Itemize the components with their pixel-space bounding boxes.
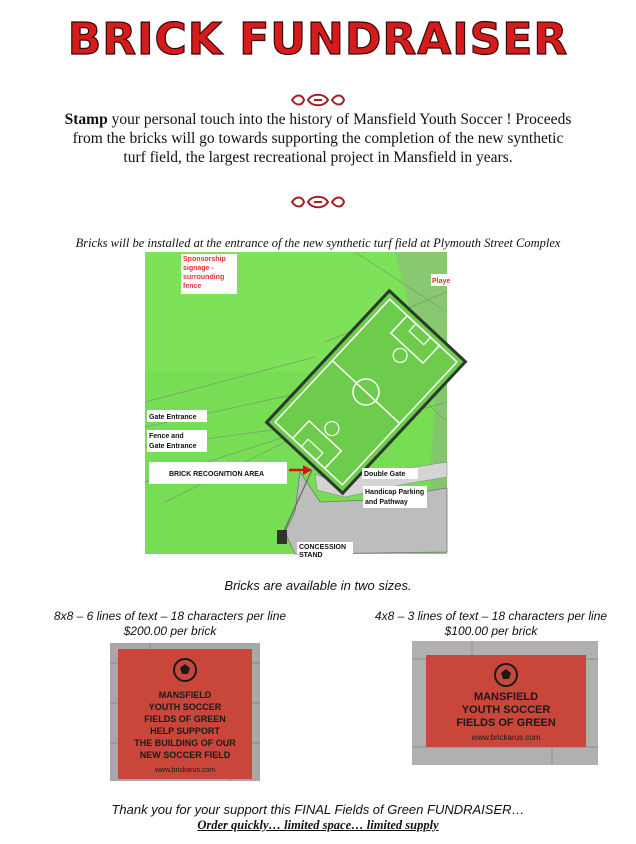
option-8x8-price: $200.00 per brick	[123, 624, 217, 638]
sponsorship-label-1: Sponsorship	[183, 256, 226, 263]
brick-area-label: BRICK RECOGNITION AREA	[169, 471, 265, 478]
option-4x8-spec: 4x8 – 3 lines of text – 18 characters per line	[374, 609, 608, 623]
brick-8x8-line-6: NEW SOCCER FIELD	[139, 750, 231, 760]
brick-8x8-line-2: YOUTH SOCCER	[148, 702, 222, 712]
sizes-heading: Bricks are available in two sizes.	[224, 578, 412, 593]
brick-8x8-line-1: MANSFIELD	[158, 690, 212, 700]
double-gate-label: Double Gate	[364, 471, 406, 478]
option-4x8	[360, 609, 622, 639]
handicap-label-1: Handicap Parking	[365, 489, 425, 496]
page-title: BRICK FUNDRAISER	[0, 14, 636, 65]
sponsorship-label-3: surrounding	[183, 274, 225, 281]
brick-8x8-web: www.brickarus.com	[154, 767, 216, 774]
intro-paragraph	[60, 110, 576, 167]
sponsorship-label-2: signage -	[183, 265, 214, 272]
brick-4x8-web: www.brickarus.com	[471, 733, 541, 742]
option-8x8-spec: 8x8 – 6 lines of text – 18 characters per line	[53, 609, 287, 623]
concession-label-1: CONCESSION	[299, 544, 347, 551]
brick-8x8-line-3: FIELDS OF GREEN	[144, 714, 226, 724]
brick-4x8-line-2: YOUTH SOCCER	[461, 704, 551, 716]
gate-entrance-label: Gate Entrance	[149, 414, 197, 421]
map-caption: Bricks will be installed at the entrance of the new synthetic turf field at Plymouth Street Complex	[75, 236, 561, 250]
option-8x8	[40, 609, 300, 639]
brick-8x8-line-4: HELP SUPPORT	[150, 726, 220, 736]
concession-stand	[277, 530, 287, 544]
brick-8x8-line-5: THE BUILDING OF OUR	[134, 738, 236, 748]
intro-text: your personal touch into the history of Mansfield Youth Soccer ! Proceeds from the bricks will go towards supporting the completion of the new synthetic turf field, the largest recreational project in Mansfield in years.	[72, 111, 572, 166]
handicap-label-2: and Pathway	[365, 499, 408, 506]
brick-4x8-line-1: MANSFIELD	[473, 691, 539, 703]
fence-gate-label-1: Fence and	[149, 433, 184, 440]
order-text: Order quickly… limited space… limited supply	[197, 818, 439, 832]
map-corner-label: Playe	[432, 278, 451, 285]
thanks-text: Thank you for your support this FINAL Fields of Green FUNDRAISER…	[111, 802, 525, 817]
concession-label-2: STAND	[299, 552, 323, 559]
brick-4x8-photo	[412, 641, 598, 765]
brick-4x8-line-3: FIELDS OF GREEN	[456, 717, 556, 729]
sponsorship-label-4: fence	[183, 283, 202, 290]
ornament-bottom	[290, 194, 346, 210]
ornament-top	[290, 92, 346, 108]
fence-gate-label-2: Gate Entrance	[149, 443, 197, 450]
intro-lead: Stamp	[64, 111, 108, 128]
site-map	[145, 252, 451, 559]
option-4x8-price: $100.00 per brick	[444, 624, 538, 638]
brick-8x8-photo	[110, 643, 260, 781]
